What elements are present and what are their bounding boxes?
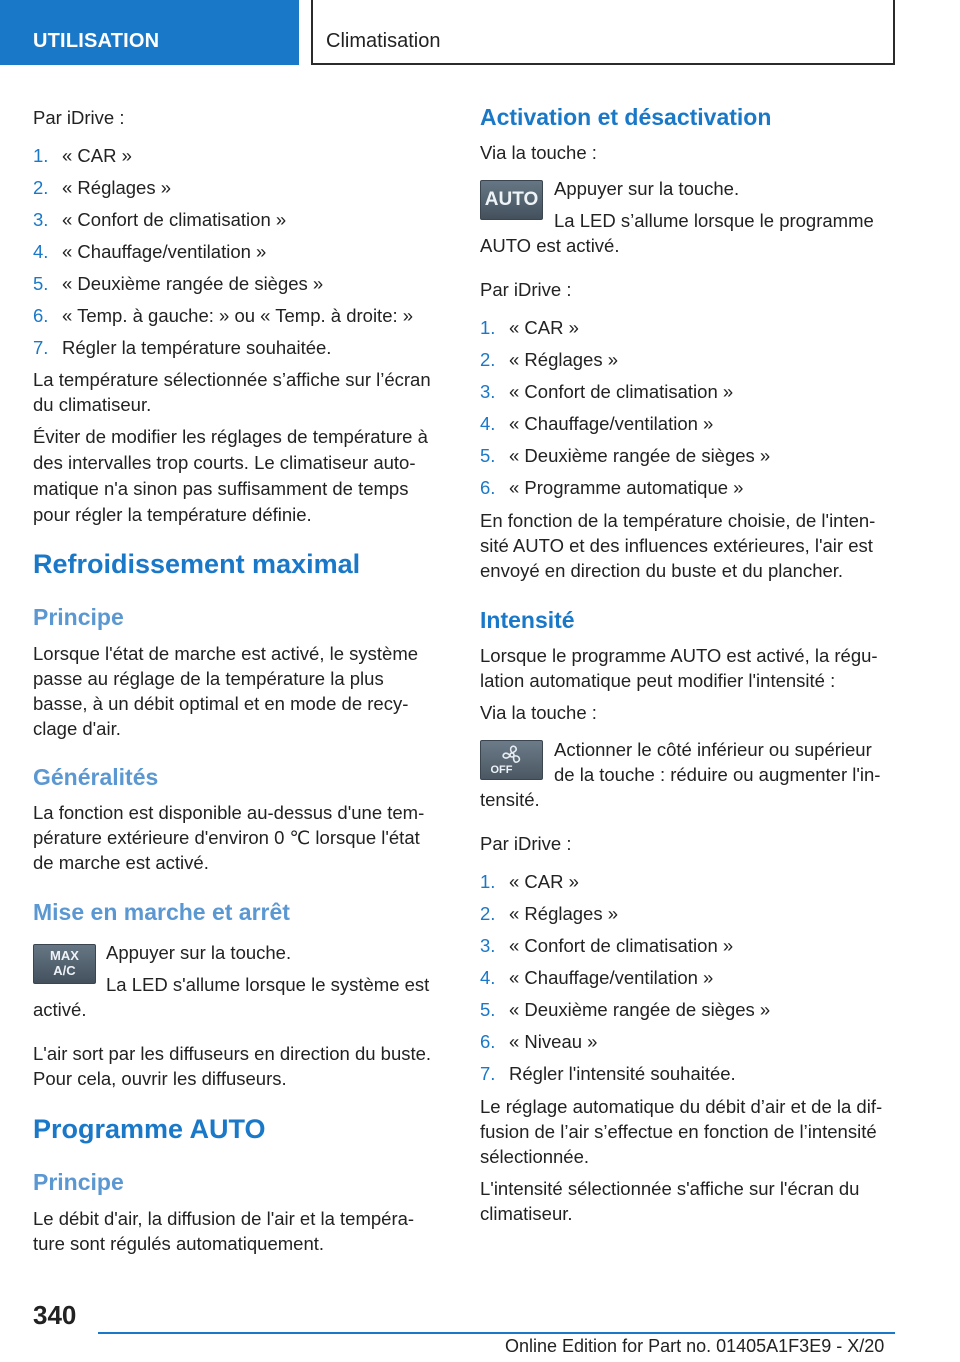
step-number: 3. <box>480 381 496 402</box>
heading-principe: Principe <box>33 604 124 630</box>
footer-edition: Online Edition for Part no. 01405A1F3E9 - X/20 <box>505 1336 885 1356</box>
fan-button-icon <box>480 740 543 780</box>
heading-refroidissement: Refroidissement maximal <box>33 549 361 579</box>
step-number: 2. <box>33 177 49 198</box>
paragraph-line: de marche est activé. <box>33 852 209 873</box>
max-ac-label-bottom: A/C <box>53 963 76 978</box>
footer-divider <box>98 1332 895 1334</box>
step-text: « Confort de climatisation » <box>509 935 734 956</box>
step-number: 5. <box>33 273 49 294</box>
step-text: « Confort de climatisation » <box>62 209 287 230</box>
paragraph-line: Actionner le côté inférieur ou supérieur <box>554 739 872 760</box>
step-text: « Programme automatique » <box>509 477 744 498</box>
paragraph-line: climatiseur. <box>480 1203 573 1224</box>
paragraph-line: sité AUTO et des influences extérieures, l'air est <box>480 535 873 556</box>
paragraph-line: lation automatique peut modifier l'intensité : <box>480 670 836 691</box>
paragraph-line: L'air sort par les diffuseurs en direction du buste. <box>33 1043 432 1064</box>
paragraph-line: Le débit d'air, la diffusion de l'air et la tempéra- <box>33 1208 415 1229</box>
heading-intensite: Intensité <box>480 607 575 633</box>
paragraph-line: Éviter de modifier les réglages de température à <box>33 426 428 447</box>
paragraph-line: tensité. <box>480 789 540 810</box>
paragraph-line: sélectionnée. <box>480 1146 590 1167</box>
max-ac-label-top: MAX <box>50 948 79 963</box>
step-number: 7. <box>33 337 49 358</box>
step-number: 5. <box>480 445 496 466</box>
paragraph-line: AUTO est activé. <box>480 235 620 256</box>
step-text: « Chauffage/ventilation » <box>509 967 714 988</box>
step-text: « Chauffage/ventilation » <box>509 413 714 434</box>
paragraph-line: clage d'air. <box>33 718 121 739</box>
paragraph-line: Lorsque le programme AUTO est activé, la régu- <box>480 645 878 666</box>
paragraph-line: Lorsque l'état de marche est activé, le système <box>33 643 419 664</box>
step-number: 2. <box>480 903 496 924</box>
paragraph-line: envoyé en direction du buste et du plancher. <box>480 560 844 581</box>
paragraph-line: La LED s’allume lorsque le programme <box>554 210 874 231</box>
step-text: « Chauffage/ventilation » <box>62 241 267 262</box>
fan-off-label: OFF <box>490 764 513 776</box>
heading-generalites: Généralités <box>33 764 159 790</box>
step-number: 6. <box>33 305 49 326</box>
step-text: « CAR » <box>509 317 579 338</box>
step-number: 4. <box>480 413 496 434</box>
paragraph-line: du climatiseur. <box>33 394 152 415</box>
step-number: 1. <box>480 317 496 338</box>
paragraph-line: La température sélectionnée s’affiche sur l’écran <box>33 369 431 390</box>
step-text: « Réglages » <box>62 177 172 198</box>
paragraph-line: fusion de l’air s’effectue en fonction de l’intensité <box>480 1121 877 1142</box>
step-text: « Confort de climatisation » <box>509 381 734 402</box>
step-number: 6. <box>480 1031 496 1052</box>
par-idrive-label: Par iDrive : <box>33 107 125 128</box>
paragraph-line: des intervalles trop courts. Le climatiseur auto- <box>33 452 416 473</box>
paragraph-line: Appuyer sur la touche. <box>554 178 740 199</box>
step-text: Régler la température souhaitée. <box>62 337 332 358</box>
paragraph-line: de la touche : réduire ou augmenter l'in- <box>554 764 881 785</box>
step-text: « CAR » <box>62 145 132 166</box>
paragraph-line: matique n'a sinon pas suffisamment de temps <box>33 478 409 499</box>
section-tab <box>0 0 299 65</box>
step-text: Régler l'intensité souhaitée. <box>509 1063 736 1084</box>
paragraph-line: Le réglage automatique du débit d’air et de la dif- <box>480 1096 883 1117</box>
par-idrive-label: Par iDrive : <box>480 279 572 300</box>
paragraph-line: pérature extérieure d'environ 0 ℃ lorsque l'état <box>33 827 420 848</box>
step-number: 1. <box>480 871 496 892</box>
paragraph-line: Appuyer sur la touche. <box>106 942 292 963</box>
step-number: 6. <box>480 477 496 498</box>
section-title: UTILISATION <box>33 30 160 52</box>
step-number: 5. <box>480 999 496 1020</box>
auto-button-label: AUTO <box>484 189 539 210</box>
paragraph-line: Pour cela, ouvrir les diffuseurs. <box>33 1068 287 1089</box>
step-number: 1. <box>33 145 49 166</box>
paragraph-line: En fonction de la température choisie, de l'inten- <box>480 510 876 531</box>
step-text: « Deuxième rangée de sièges » <box>62 273 324 294</box>
paragraph-line: passe au réglage de la température la plus <box>33 668 384 689</box>
auto-button-icon <box>480 180 543 220</box>
step-number: 4. <box>33 241 49 262</box>
step-text: « Niveau » <box>509 1031 598 1052</box>
paragraph-line: activé. <box>33 999 87 1020</box>
chapter-title: Climatisation <box>326 30 441 52</box>
step-number: 2. <box>480 349 496 370</box>
via-label: Via la touche : <box>480 702 597 723</box>
chapter-header <box>311 0 895 65</box>
heading-activation: Activation et désactivation <box>480 104 772 130</box>
paragraph-line: La fonction est disponible au-dessus d'une tem- <box>33 802 425 823</box>
step-text: « CAR » <box>509 871 579 892</box>
heading-mise-en-marche: Mise en marche et arrêt <box>33 899 290 925</box>
step-text: « Deuxième rangée de sièges » <box>509 999 771 1020</box>
step-text: « Temp. à gauche: » ou « Temp. à droite: » <box>62 305 414 326</box>
step-text: « Réglages » <box>509 349 619 370</box>
step-number: 4. <box>480 967 496 988</box>
step-number: 7. <box>480 1063 496 1084</box>
step-text: « Réglages » <box>509 903 619 924</box>
paragraph-line: basse, à un débit optimal et en mode de recy- <box>33 693 409 714</box>
max-ac-button-icon <box>33 944 96 984</box>
heading-programme-auto: Programme AUTO <box>33 1114 266 1144</box>
par-idrive-label: Par iDrive : <box>480 833 572 854</box>
page-number: 340 <box>33 1300 77 1330</box>
step-text: « Deuxième rangée de sièges » <box>509 445 771 466</box>
paragraph-line: La LED s'allume lorsque le système est <box>106 974 430 995</box>
heading-principe: Principe <box>33 1169 124 1195</box>
paragraph-line: pour régler la température définie. <box>33 504 312 525</box>
step-number: 3. <box>33 209 49 230</box>
paragraph-line: ture sont régulés automatiquement. <box>33 1233 325 1254</box>
step-number: 3. <box>480 935 496 956</box>
via-label: Via la touche : <box>480 142 597 163</box>
paragraph-line: L'intensité sélectionnée s'affiche sur l'écran du <box>480 1178 860 1199</box>
